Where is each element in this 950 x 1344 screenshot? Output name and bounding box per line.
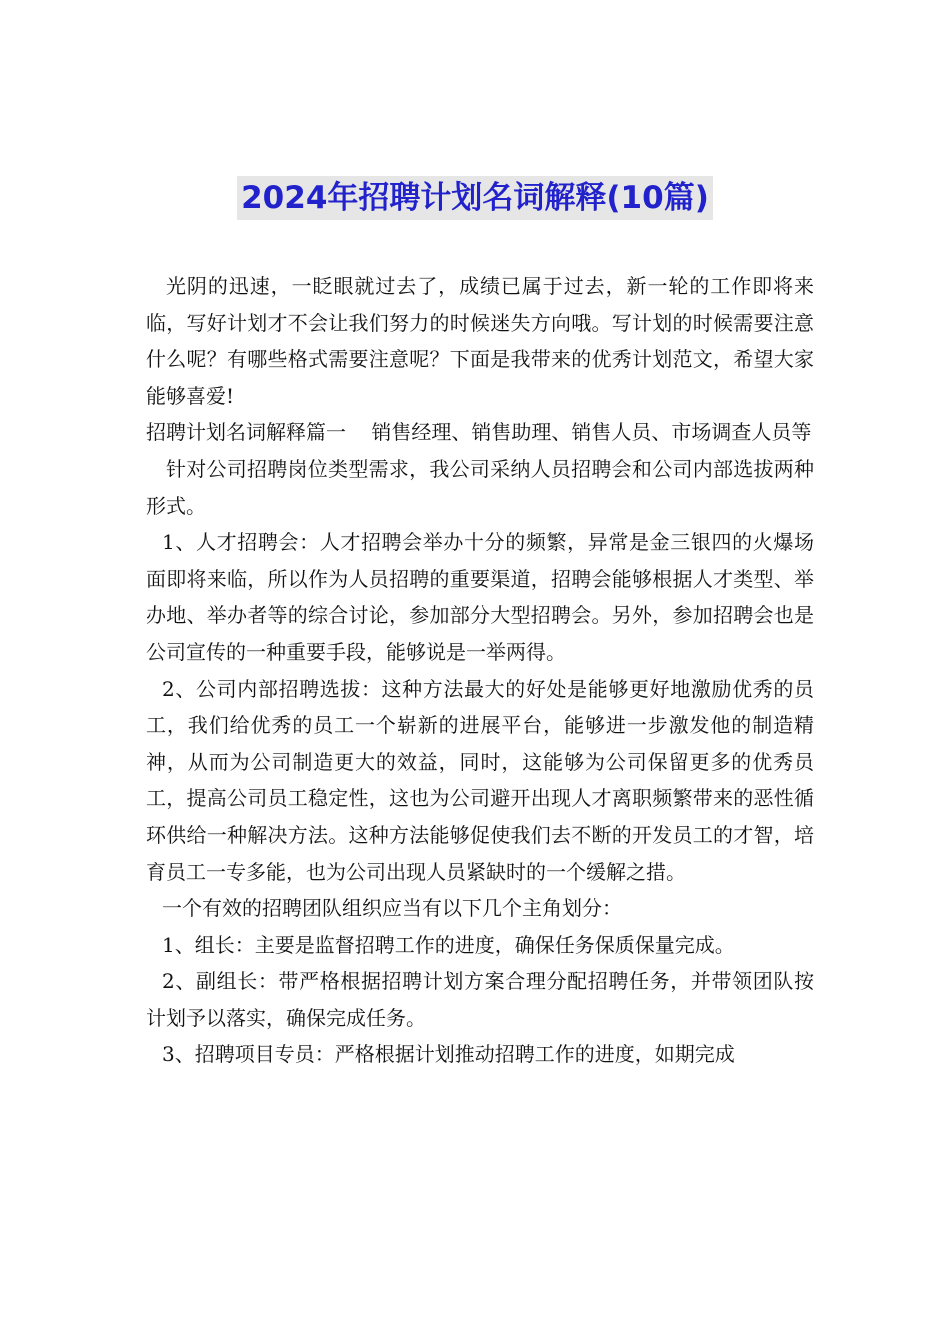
title-container — [0, 176, 950, 220]
paragraph-role-specialist: 3、招聘项目专员：严格根据计划推动招聘工作的进度，如期完成 — [162, 1042, 735, 1067]
paragraph-intro: 光阴的迅速，一眨眼就过去了，成绩已属于过去，新一轮的工作即将来临，写好计划才不会让我们努力的时候迷失方向哦。写计划的时候需要注意什么呢？有哪些格式需要注意呢？下面是我带来的优秀计划范文，希望大家能够喜爱! — [146, 274, 814, 408]
document-body — [146, 268, 814, 1073]
paragraph-item-2: 2、公司内部招聘选拔：这种方法最大的好处是能够更好地激励优秀的员工，我们给优秀的员工一个崭新的进展平台，能够进一步激发他的制造精神，从而为公司制造更大的效益，同时，这能够为公司保留更多的优秀员工，提高公司员工稳定性，这也为公司避开出现人才离职频繁带来的恶性循环供给一种解决方法。这种方法能够促使我们去不断的开发员工的才智，培育员工一专多能，也为公司出现人员紧缺时的一个缓解之措。 — [146, 676, 814, 884]
paragraph-item-1: 1、人才招聘会：人才招聘会举办十分的频繁，异常是金三银四的火爆场面即将来临，所以作为人员招聘的重要渠道，招聘会能够根据人才类型、举办地、举办者等的综合讨论，参加部分大型招聘会。另外，参加招聘会也是公司宣传的一种重要手段，能够说是一举两得。 — [146, 530, 814, 664]
paragraph-team-roles: 一个有效的招聘团队组织应当有以下几个主角划分： — [162, 896, 622, 921]
paragraph-role-leader: 1、组长：主要是监督招聘工作的进度，确保任务保质保量完成。 — [162, 932, 735, 957]
document-title: 2024年招聘计划名词解释(10篇) — [237, 176, 713, 220]
paragraph-role-deputy: 2、副组长：带严格根据招聘计划方案合理分配招聘任务，并带领团队按计划予以落实，确保完成任务。 — [146, 969, 814, 1030]
paragraph-forms: 针对公司招聘岗位类型需求，我公司采纳人员招聘会和公司内部选拔两种形式。 — [146, 456, 814, 518]
paragraph-section-heading: 招聘计划名词解释篇一 销售经理、销售助理、销售人员、市场调查人员等 — [146, 420, 812, 445]
